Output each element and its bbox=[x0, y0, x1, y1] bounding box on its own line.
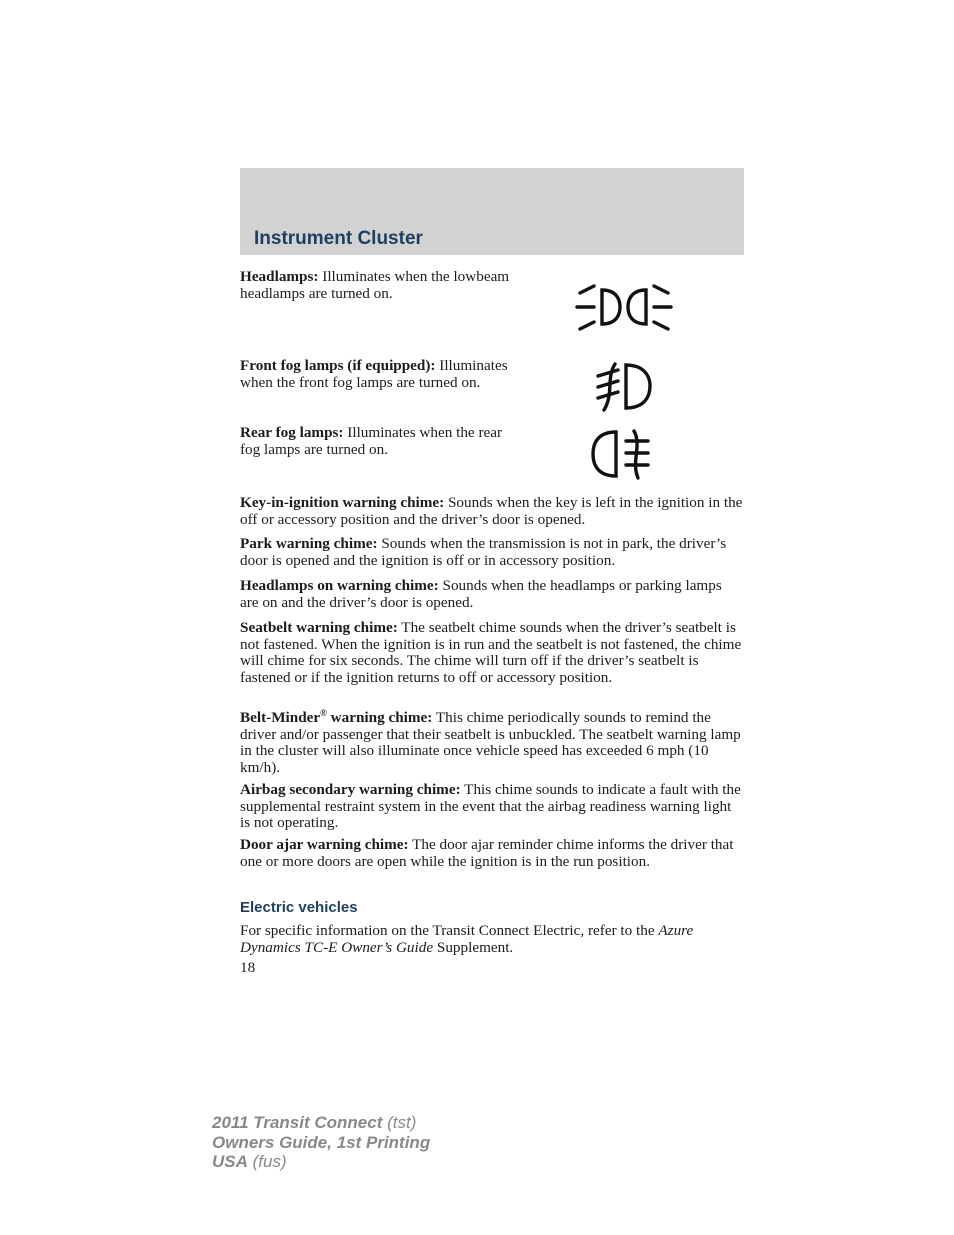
chime-term: Park warning chime: bbox=[240, 535, 378, 552]
rear-fog-lamp-icon bbox=[590, 427, 654, 483]
chime-term: Door ajar warning chime: bbox=[240, 836, 409, 853]
chime-description: This chime sounds to indicate a fault with the supplemental restraint system in the event that the airbag readiness warning light is not operating. bbox=[240, 781, 741, 832]
chime-seatbelt bbox=[240, 620, 744, 686]
chime-description: Sounds when the transmission is not in park, the driver’s door is opened and the ignition is off or in accessory position. bbox=[240, 535, 727, 569]
chime-term: Airbag secondary warning chime: bbox=[240, 781, 461, 798]
chime-description: The door ajar reminder chime informs the driver that one or more doors are open while the ignition is in the run position. bbox=[240, 836, 734, 870]
chime-term: Key-in-ignition warning chime: bbox=[240, 494, 445, 511]
indicator-description: Illuminates when the lowbeam headlamps are turned on. bbox=[240, 268, 510, 302]
indicator-term: Front fog lamps (if equipped): bbox=[240, 357, 436, 374]
indicator-term: Headlamps: bbox=[240, 268, 319, 285]
electric-vehicles-heading: Electric vehicles bbox=[240, 899, 358, 916]
owners-guide-title: Azure Dynamics TC-E Owner’s Guide bbox=[240, 922, 694, 956]
footer-line-2 bbox=[212, 1133, 430, 1153]
chime-description: The seatbelt chime sounds when the driver’s seatbelt is not fastened. When the ignition is in run and the seatbelt is not fastened, the chime will chime for six seconds. The chime will turn off if the driver’s seatbelt is fastened or if the ignition returns to off or accessory position. bbox=[240, 619, 742, 686]
headlamp-icon bbox=[574, 279, 674, 335]
indicator-description: Illuminates when the front fog lamps are turned on. bbox=[240, 357, 508, 391]
section-title: Instrument Cluster bbox=[254, 228, 423, 249]
chime-park-warning bbox=[240, 536, 744, 569]
footer-printing: Owners Guide, 1st Printing bbox=[212, 1132, 431, 1152]
indicator-description: Illuminates when the rear fog lamps are turned on. bbox=[240, 424, 503, 458]
footer-market-code: (fus) bbox=[247, 1152, 287, 1171]
chime-airbag-secondary bbox=[240, 782, 744, 832]
chime-key-in-ignition bbox=[240, 495, 744, 528]
document-footer bbox=[212, 1113, 430, 1172]
section-header bbox=[240, 168, 744, 255]
electric-vehicles-text bbox=[240, 923, 744, 956]
chime-belt-minder bbox=[240, 707, 744, 776]
indicator-headlamps-text bbox=[240, 269, 510, 302]
chime-term: Headlamps on warning chime: bbox=[240, 577, 439, 594]
chime-term-rest: warning chime: bbox=[326, 709, 433, 726]
chime-description: Sounds when the key is left in the ignition in the off or accessory position and the driver’s door is opened. bbox=[240, 494, 743, 528]
indicator-front-fog-lamps bbox=[240, 358, 744, 414]
footer-model: 2011 Transit Connect bbox=[212, 1113, 383, 1132]
chime-term-main: Belt-Minder bbox=[240, 709, 321, 726]
page-number: 18 bbox=[240, 959, 256, 976]
front-fog-lamp-icon bbox=[592, 360, 656, 414]
registered-mark: ® bbox=[320, 707, 327, 718]
chime-term: Seatbelt warning chime: bbox=[240, 619, 398, 636]
chime-term bbox=[240, 709, 432, 726]
footer-line-1 bbox=[212, 1113, 430, 1133]
chime-description: Sounds when the headlamps or parking lamps are on and the driver’s door is opened. bbox=[240, 577, 722, 611]
electric-text-before: For specific information on the Transit Connect Electric, refer to the bbox=[240, 922, 659, 939]
indicator-headlamps bbox=[240, 269, 744, 339]
chime-description: This chime periodically sounds to remind the driver and/or passenger that their seatbelt is unbuckled. The seatbelt warning lamp in the cluster will also illuminate once vehicle speed has exceeded 6 mph (10 km/h). bbox=[240, 709, 741, 776]
footer-model-code: (tst) bbox=[382, 1113, 417, 1132]
chime-door-ajar bbox=[240, 837, 744, 870]
electric-text-after: Supplement. bbox=[433, 938, 514, 956]
indicator-term: Rear fog lamps: bbox=[240, 424, 344, 441]
chime-headlamps-on bbox=[240, 578, 744, 611]
indicator-rear-fog-lamps-text bbox=[240, 425, 510, 458]
indicator-front-fog-lamps-text bbox=[240, 358, 510, 391]
indicator-rear-fog-lamps bbox=[240, 425, 744, 485]
footer-line-3 bbox=[212, 1152, 430, 1172]
footer-market: USA bbox=[212, 1152, 248, 1171]
